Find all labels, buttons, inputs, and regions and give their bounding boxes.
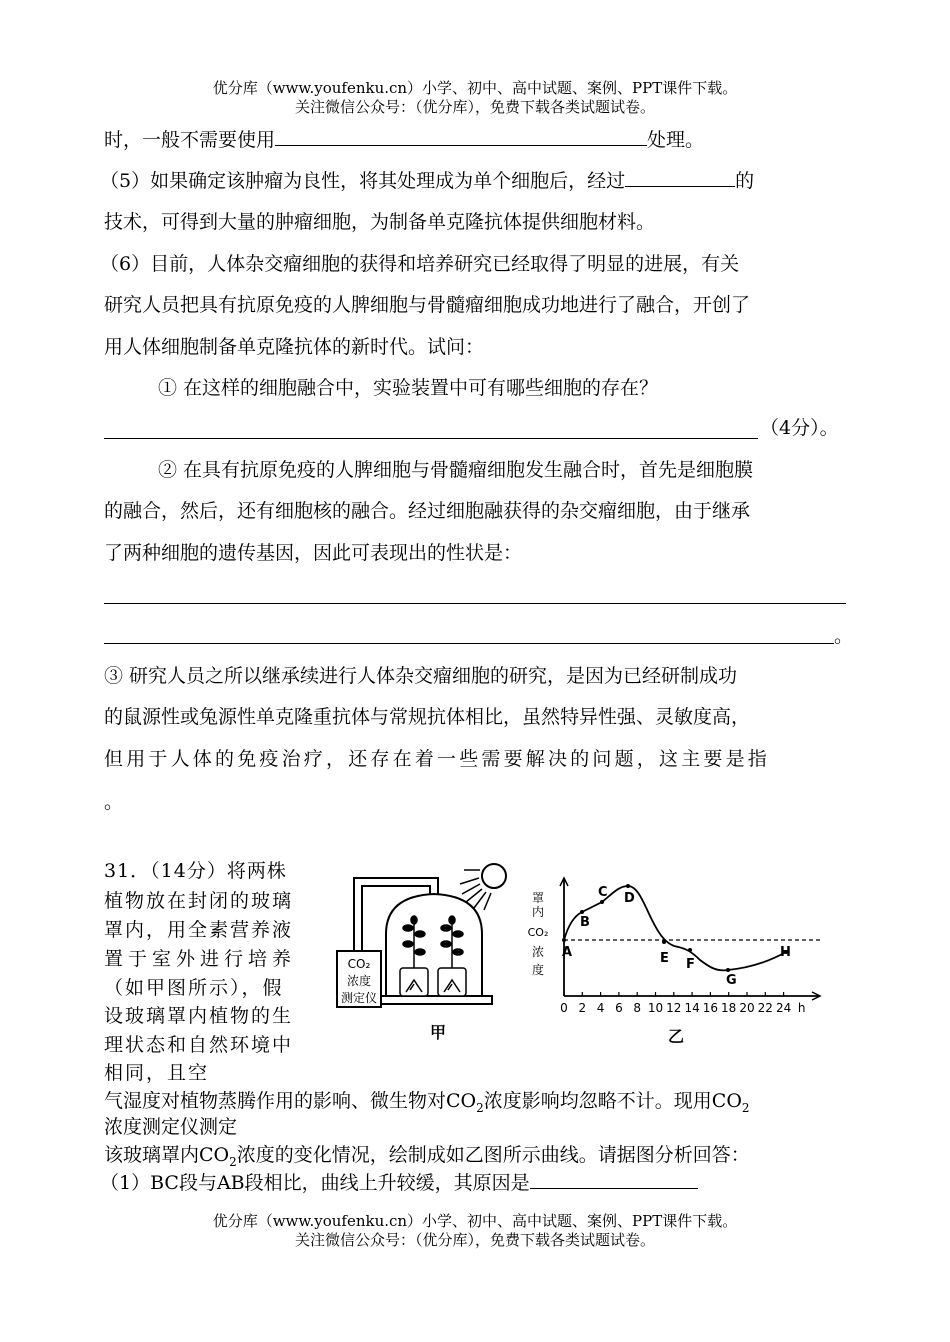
x-tick-label: 14 (684, 1001, 700, 1015)
meter-label-3: 测定仪 (340, 991, 378, 1005)
x-tick-label: 8 (633, 1001, 642, 1015)
answer-line[interactable] (104, 438, 758, 439)
q30-part6-line1: （6）目前，人体杂交瘤细胞的获得和培养研究已经取得了明显的进展，有关 (100, 253, 740, 275)
x-tick-label: 4 (596, 1001, 605, 1015)
curve-point (600, 900, 604, 904)
co2-sub: 2 (741, 1100, 750, 1115)
ylabel-char: 浓 (531, 945, 545, 959)
point-label: E (660, 951, 669, 966)
y-axis-label (528, 891, 549, 977)
curve-point (626, 884, 630, 888)
q31-wrap-5: （如甲图所示），假 (104, 977, 284, 999)
curve-point (688, 948, 692, 952)
q31-wrap-1: 31．（14分）将两株 (104, 860, 287, 882)
figure-jia (334, 856, 520, 1046)
curve-point (662, 940, 666, 944)
co2-sub: 2 (229, 1154, 237, 1169)
curve-point (726, 968, 730, 972)
figure-yi (524, 860, 824, 1050)
x-tick-label: 12 (666, 1001, 682, 1015)
x-tick-label: 0 (560, 1001, 568, 1015)
q30-sub1-score: （4分）。 (760, 417, 839, 439)
q31-part1 (100, 1170, 698, 1196)
point-label: A (562, 945, 573, 960)
q30-line-1-end: 处理。 (647, 129, 705, 151)
q30-sub2-end: 。 (834, 625, 854, 647)
footer-line-1: 优分库（www.youfenku.cn）小学、初中、高中试题、案例、PPT课件下载。 (212, 1212, 738, 1230)
answer-line[interactable] (104, 643, 834, 644)
q31-wrap-8: 相同，且空 (104, 1062, 210, 1084)
ylabel-char: 内 (531, 905, 545, 919)
q31-wrap-4: 置于室外进行培养 (104, 948, 297, 970)
q30-sub2-line1: ② 在具有抗原免疫的人脾细胞与骨髓瘤细胞发生融合时，首先是细胞膜 (158, 459, 754, 481)
ylabel-char: 罩 (531, 891, 545, 905)
q30-part5 (100, 168, 754, 193)
answer-blank[interactable] (275, 127, 647, 146)
q31-wrap-6: 设玻璃罩内植物的生 (104, 1005, 294, 1027)
co2-text: CO (711, 1090, 742, 1112)
x-tick-label: 18 (721, 1001, 737, 1015)
header-line-1: 优分库（www.youfenku.cn）小学、初中、高中试题、案例、PPT课件下载。 (212, 79, 738, 97)
q30-sub3-line3: 但用于人体的免疫治疗，还存在着一些需要解决的问题，这主要是指 (104, 748, 771, 770)
q31-wrap-2: 植物放在封闭的玻璃 (104, 890, 294, 912)
answer-blank[interactable] (625, 168, 735, 187)
q30-part6-line3: 用人体细胞制备单克隆抗体的新时代。试问： (104, 336, 485, 358)
x-tick-label: 6 (615, 1001, 623, 1015)
x-tick-label: 20 (739, 1001, 755, 1015)
q30-line-1-text: 时，一般不需要使用 (104, 129, 276, 151)
ylabel-char: 度 (531, 963, 545, 977)
q30-sub2-line3: 了两种细胞的遗传基因，因此可表现出的性状是： (104, 542, 523, 564)
q31-full-3-a: 该玻璃罩内 (104, 1144, 200, 1166)
figure-yi-caption: 乙 (667, 1027, 685, 1046)
co2-text: CO (199, 1144, 230, 1166)
q30-sub3-line1: ③ 研究人员之所以继承续进行人体杂交瘤细胞的研究，是因为已经研制成功 (104, 665, 738, 687)
answer-blank[interactable] (530, 1170, 698, 1189)
header-line-2: 关注微信公众号：（优分库），免费下载各类试题试卷。 (294, 98, 655, 116)
q30-line-1 (104, 127, 704, 152)
q31-part1-text: （1）BC段与AB段相比，曲线上升较缓，其原因是 (100, 1172, 530, 1194)
meter-label-1: CO₂ (347, 957, 371, 971)
x-unit: h (797, 1001, 806, 1015)
q30-part6-line2: 研究人员把具有抗原免疫的人脾细胞与骨髓瘤细胞成功地进行了融合，开创了 (104, 294, 751, 316)
x-tick-label: 22 (757, 1001, 773, 1015)
q30-part5-cont: 技术，可得到大量的肿瘤细胞，为制备单克隆抗体提供细胞材料。 (104, 211, 656, 233)
q31-full-3-b: 浓度的变化情况，绘制成如乙图所示曲线。请据图分析回答： (236, 1144, 750, 1166)
point-label: G (726, 973, 737, 988)
meter-label-2: 浓度 (346, 974, 372, 988)
point-label: C (598, 885, 608, 900)
x-tick-label: 16 (702, 1001, 719, 1015)
q31-wrap-3: 罩内，用全素营养液 (104, 919, 294, 941)
curve-point (562, 938, 566, 942)
x-tick-label: 10 (647, 1001, 664, 1015)
curve-point (580, 910, 584, 914)
q30-sub2-line2: 的融合，然后，还有细胞核的融合。经过细胞融获得的杂交瘤细胞，由于继承 (104, 500, 751, 522)
point-label: F (686, 957, 695, 972)
co2-sub: 2 (476, 1100, 484, 1115)
footer-line-2: 关注微信公众号：（优分库），免费下载各类试题试卷。 (294, 1231, 655, 1249)
q30-sub1: ① 在这样的细胞融合中，实验装置中可有哪些细胞的存在？ (158, 377, 659, 399)
point-label: B (580, 915, 590, 930)
q30-part5-end: 的 (735, 170, 755, 192)
q31-wrap-7: 理状态和自然环境中 (104, 1034, 294, 1056)
q30-sub3-end: 。 (104, 791, 124, 813)
ylabel-char: CO₂ (527, 926, 549, 939)
answer-line[interactable] (104, 603, 846, 604)
co2-text: CO (446, 1090, 477, 1112)
x-tick-label: 24 (775, 1001, 792, 1015)
q31-full-2: 浓度测定仪测定 (104, 1116, 238, 1138)
x-tick-label: 2 (578, 1001, 587, 1015)
q30-part5-text: （5）如果确定该肿瘤为良性，将其处理成为单个细胞后，经过 (100, 170, 626, 192)
q30-sub3-line2: 的鼠源性或兔源性单克隆重抗体与常规抗体相比，虽然特异性强、灵敏度高， (104, 706, 751, 728)
q31-full-1-b: 浓度影响均忽略不计。现用 (483, 1090, 712, 1112)
q31-full-1-a: 气湿度对植物蒸腾作用的影响、微生物对 (104, 1090, 447, 1112)
point-label: H (780, 945, 791, 960)
point-label: D (624, 891, 635, 906)
figure-jia-caption: 甲 (429, 1023, 447, 1042)
